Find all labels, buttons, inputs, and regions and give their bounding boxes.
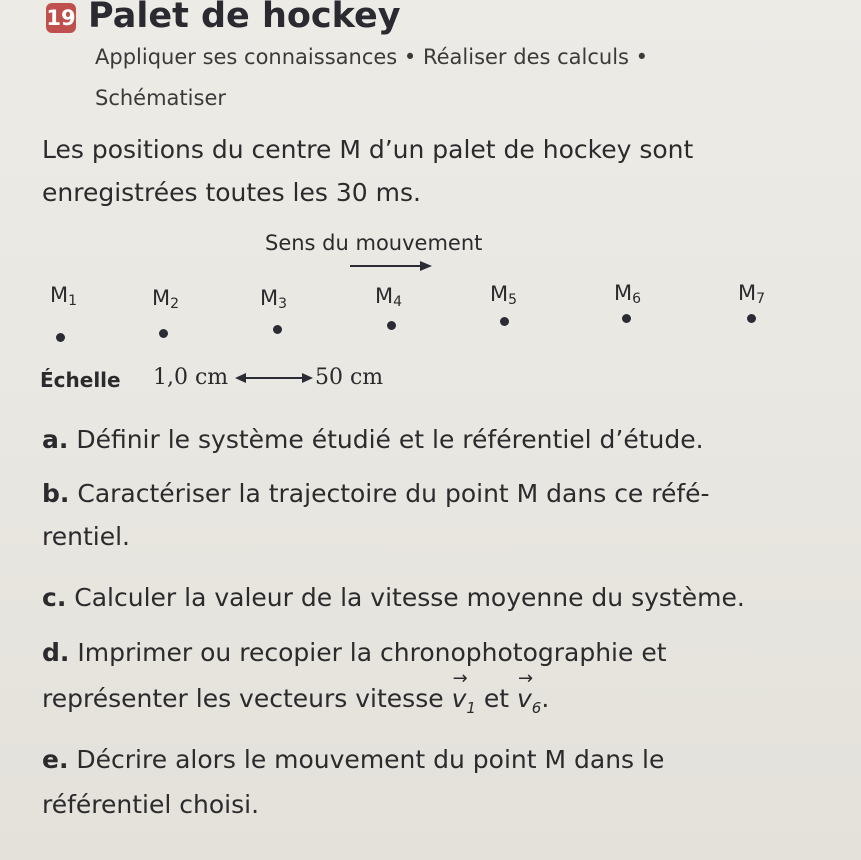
skills-line-2: Schématiser	[95, 86, 226, 110]
question-b-line-2: rentiel.	[42, 522, 130, 551]
vector-v6-symbol: v	[517, 684, 532, 713]
question-c	[42, 583, 745, 612]
question-d-text-2: représenter les vecteurs vitesse	[42, 684, 444, 713]
vector-arrow-icon: →	[518, 668, 534, 689]
scale-left-value: 1,0 cm	[153, 365, 229, 390]
point-index: 7	[756, 291, 766, 307]
point-label-m1	[50, 283, 77, 309]
point-dot-m3	[273, 325, 282, 334]
vector-v1-symbol: v	[451, 684, 467, 713]
question-e-line-1	[42, 745, 664, 774]
exercise-number-badge: 19	[46, 3, 76, 33]
point-letter: M	[375, 284, 394, 308]
question-e-letter: e.	[42, 745, 69, 774]
question-d-text-1: Imprimer ou recopier la chronophotographie et	[77, 638, 667, 667]
point-label-m6	[614, 281, 641, 307]
point-dot-m6	[622, 314, 631, 323]
point-label-m7	[738, 281, 765, 307]
point-dot-m5	[500, 317, 509, 326]
question-a	[42, 425, 704, 454]
scale-right-value: 50 cm	[315, 365, 384, 390]
point-letter: M	[738, 281, 757, 305]
point-index: 6	[632, 291, 642, 307]
question-e-line-2: référentiel choisi.	[42, 790, 260, 819]
question-d-end: .	[541, 684, 550, 713]
intro-line-2: enregistrées toutes les 30 ms.	[42, 178, 421, 207]
question-c-letter: c.	[42, 583, 67, 612]
point-label-m4	[375, 284, 402, 310]
question-c-text: Calculer la valeur de la vitesse moyenne du système.	[74, 583, 745, 612]
exercise-title: Palet de hockey	[88, 0, 401, 36]
direction-label: Sens du mouvement	[265, 231, 483, 255]
point-dot-m1	[56, 333, 65, 342]
intro-line-1: Les positions du centre M d’un palet de hockey sont	[42, 135, 694, 164]
question-b-text-1: Caractériser la trajectoire du point M dans ce réfé-	[77, 479, 710, 508]
point-index: 5	[508, 292, 518, 308]
vector-v1	[451, 668, 476, 717]
question-d-letter: d.	[42, 638, 70, 667]
point-label-m2	[152, 286, 179, 312]
point-letter: M	[490, 282, 509, 306]
point-dot-m4	[387, 321, 396, 330]
point-dot-m7	[747, 314, 756, 323]
point-letter: M	[614, 281, 633, 305]
point-letter: M	[50, 283, 69, 307]
question-b-line-1	[42, 479, 710, 508]
point-letter: M	[152, 286, 171, 310]
scale-title: Échelle	[40, 368, 121, 392]
vector-arrow-icon: →	[452, 668, 468, 689]
point-index: 1	[68, 293, 78, 309]
question-d-line-2	[42, 668, 550, 717]
point-label-m3	[260, 286, 287, 312]
question-d-and: et	[483, 684, 510, 713]
point-index: 3	[278, 296, 288, 312]
question-e-text-1: Décrire alors le mouvement du point M dans le	[76, 745, 665, 774]
point-label-m5	[490, 282, 517, 308]
vector-v6-index: 6	[531, 699, 542, 717]
vector-v1-index: 1	[466, 699, 476, 717]
skills-line-1: Appliquer ses connaissances • Réaliser des calculs •	[95, 45, 649, 69]
question-a-letter: a.	[42, 425, 69, 454]
double-arrow-icon	[234, 370, 314, 386]
point-index: 2	[170, 296, 180, 312]
direction-arrow-icon	[348, 258, 434, 274]
question-d-line-1	[42, 638, 667, 667]
vector-v6	[517, 668, 542, 717]
question-b-letter: b.	[42, 479, 70, 508]
point-dot-m2	[159, 329, 168, 338]
point-letter: M	[260, 286, 279, 310]
point-index: 4	[393, 294, 403, 310]
question-a-text: Définir le système étudié et le référentiel d’étude.	[76, 425, 704, 454]
